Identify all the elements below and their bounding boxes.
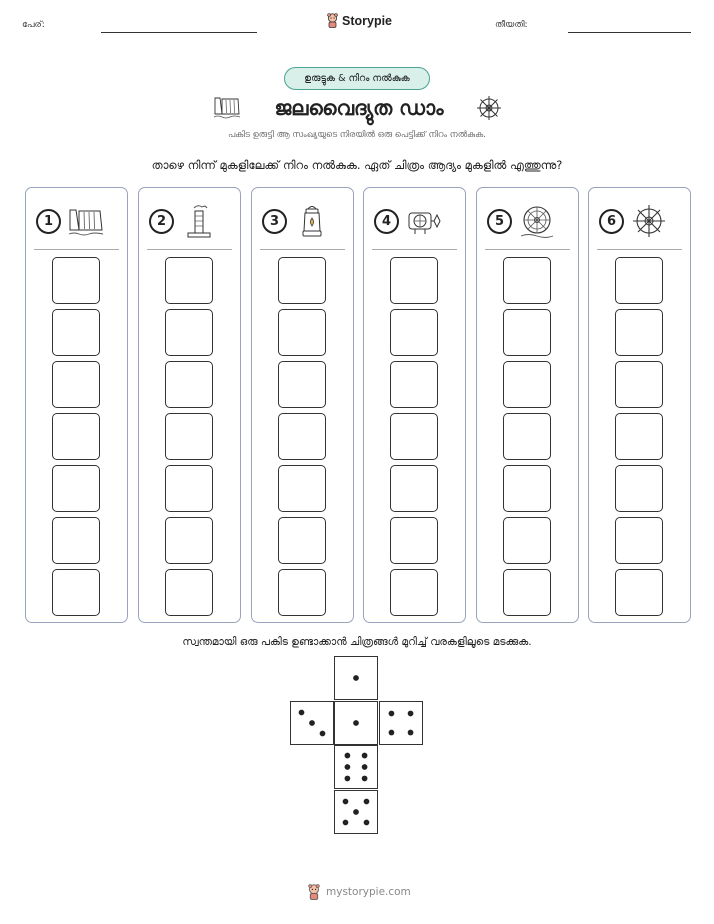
color-box[interactable] xyxy=(390,413,438,460)
column-2 xyxy=(138,187,241,623)
water-wheel-icon xyxy=(518,202,556,240)
die-face-1 xyxy=(334,656,378,700)
color-box[interactable] xyxy=(165,517,213,564)
color-box[interactable] xyxy=(52,465,100,512)
die-face-6 xyxy=(334,745,378,789)
turbine-icon xyxy=(476,95,502,121)
column-number: 1 xyxy=(36,209,61,234)
color-box[interactable] xyxy=(278,361,326,408)
column-5 xyxy=(476,187,579,623)
color-box[interactable] xyxy=(390,309,438,356)
color-box[interactable] xyxy=(278,517,326,564)
color-box[interactable] xyxy=(165,413,213,460)
footer-url[interactable]: mystorypie.com xyxy=(326,886,411,898)
color-box[interactable] xyxy=(390,257,438,304)
storypie-mascot-icon xyxy=(307,884,321,900)
color-box[interactable] xyxy=(52,517,100,564)
instruction-text: താഴെ നിന്ന് മുകളിലേക്ക് നിറം നൽകുക. ഏത് ചിത്രം ആദ്യം മുകളിൽ എത്തുന്നു? xyxy=(151,158,563,172)
column-divider xyxy=(147,249,232,250)
color-box[interactable] xyxy=(52,309,100,356)
color-box[interactable] xyxy=(278,465,326,512)
color-box[interactable] xyxy=(615,413,663,460)
generator-icon xyxy=(405,202,443,240)
color-box[interactable] xyxy=(52,361,100,408)
color-box[interactable] xyxy=(278,413,326,460)
column-number: 6 xyxy=(599,209,624,234)
color-box[interactable] xyxy=(278,569,326,616)
name-label: പേര്: xyxy=(22,20,45,30)
brand-name: Storypie xyxy=(342,13,393,28)
dam-icon xyxy=(67,202,105,240)
column-divider xyxy=(372,249,457,250)
chimney-icon xyxy=(180,202,218,240)
color-box[interactable] xyxy=(165,361,213,408)
die-face-1 xyxy=(334,701,378,745)
color-box[interactable] xyxy=(52,569,100,616)
color-box[interactable] xyxy=(615,465,663,512)
page-title: ജലവൈദ്യുത ഡാം xyxy=(274,96,444,120)
storypie-mascot-icon xyxy=(326,13,339,28)
column-number: 4 xyxy=(374,209,399,234)
color-box[interactable] xyxy=(52,257,100,304)
color-box[interactable] xyxy=(615,361,663,408)
die-face-3 xyxy=(290,701,334,745)
color-box[interactable] xyxy=(503,465,551,512)
color-box[interactable] xyxy=(503,413,551,460)
column-number: 2 xyxy=(149,209,174,234)
color-box[interactable] xyxy=(503,309,551,356)
color-box[interactable] xyxy=(615,517,663,564)
cut-instruction: സ്വന്തമായി ഒരു പകിട ഉണ്ടാക്കാൻ ചിത്രങ്ങൾ മുറിച്ച് വരകളിലൂടെ മടക്കുക. xyxy=(182,636,532,648)
color-box[interactable] xyxy=(165,257,213,304)
color-box[interactable] xyxy=(165,465,213,512)
date-label: തീയതി: xyxy=(495,20,528,30)
column-6 xyxy=(588,187,691,623)
title-row xyxy=(212,92,502,124)
column-number: 5 xyxy=(487,209,512,234)
brand-logo xyxy=(326,13,392,28)
date-line xyxy=(568,32,691,33)
color-box[interactable] xyxy=(52,413,100,460)
column-1 xyxy=(25,187,128,623)
color-box[interactable] xyxy=(390,361,438,408)
name-line xyxy=(101,32,257,33)
column-divider xyxy=(260,249,345,250)
color-box[interactable] xyxy=(390,517,438,564)
footer xyxy=(307,884,411,900)
die-face-4 xyxy=(379,701,423,745)
color-box[interactable] xyxy=(503,257,551,304)
column-number: 3 xyxy=(262,209,287,234)
color-box[interactable] xyxy=(503,569,551,616)
color-box[interactable] xyxy=(615,257,663,304)
dam-icon xyxy=(212,94,242,122)
color-box[interactable] xyxy=(390,569,438,616)
color-box[interactable] xyxy=(278,257,326,304)
column-divider xyxy=(34,249,119,250)
color-box[interactable] xyxy=(390,465,438,512)
subtitle: പകിട ഉരുട്ടി ആ സംഖ്യയുടെ നിരയിൽ ഒരു പെട്ടിക്ക് നിറം നൽകുക. xyxy=(228,130,486,140)
column-4 xyxy=(363,187,466,623)
color-box[interactable] xyxy=(615,569,663,616)
column-3 xyxy=(251,187,354,623)
activity-badge: ഉരുട്ടുക & നിറം നൽകുക xyxy=(284,67,430,90)
column-divider xyxy=(597,249,682,250)
color-box[interactable] xyxy=(165,309,213,356)
turbine-icon xyxy=(630,202,668,240)
column-divider xyxy=(485,249,570,250)
color-box[interactable] xyxy=(278,309,326,356)
color-box[interactable] xyxy=(503,517,551,564)
color-box[interactable] xyxy=(503,361,551,408)
color-box[interactable] xyxy=(615,309,663,356)
die-face-5 xyxy=(334,790,378,834)
lantern-icon xyxy=(293,202,331,240)
color-box[interactable] xyxy=(165,569,213,616)
